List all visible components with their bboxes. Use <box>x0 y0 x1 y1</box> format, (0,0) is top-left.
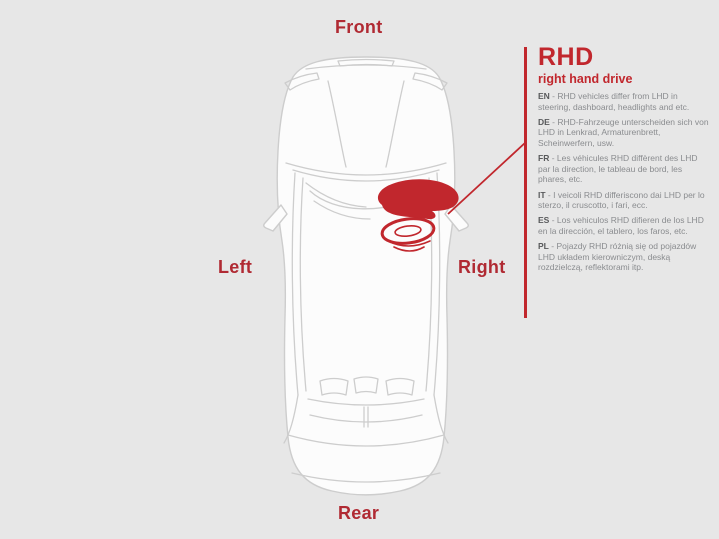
lang-separator: - <box>549 91 558 102</box>
lang-separator: - <box>545 189 554 200</box>
entry-text: RHD vehicles differ from LHD in steering, dashboard, headlights and etc. <box>538 91 690 112</box>
car-top-view-diagram <box>262 55 470 495</box>
lang-entry-it <box>538 190 710 211</box>
entry-text: Les véhicules RHD diffèrent des LHD par la direction, le tableau de bord, les phares, etc. <box>538 153 698 185</box>
panel-title: RHD <box>538 43 594 71</box>
front-label: Front <box>335 17 383 37</box>
lang-entry-es <box>538 215 710 236</box>
rhd-info-panel <box>538 44 710 272</box>
lang-separator: - <box>549 153 557 164</box>
right-label: Right <box>458 257 506 277</box>
panel-subtitle: right hand drive <box>538 72 633 87</box>
lang-entry-fr <box>538 153 710 184</box>
entry-text: Los vehiculos RHD difieren de los LHD en la dirección, el tablero, los faros, etc. <box>538 215 704 236</box>
entry-text: Pojazdy RHD różnią się od pojazdów LHD układem kierowniczym, deską rozdzielczą, reflektorami itp. <box>538 241 697 272</box>
lang-entry-pl <box>538 241 710 272</box>
entry-text: RHD-Fahrzeuge unterscheiden sich von LHD in Lenkrad, Armaturenbrett, Scheinwerfern, usw. <box>538 117 709 148</box>
rear-label: Rear <box>338 503 380 523</box>
lang-separator: - <box>549 215 557 226</box>
lang-label: IT <box>538 189 546 200</box>
lang-separator: - <box>548 241 557 252</box>
left-label: Left <box>218 257 253 277</box>
lang-label: PL <box>538 241 549 252</box>
lang-separator: - <box>549 117 558 128</box>
panel-accent-bar <box>524 47 527 318</box>
entry-text: I veicoli RHD differiscono dai LHD per lo sterzo, il cruscotto, i fari, ecc. <box>538 189 705 210</box>
car-body-outline <box>277 57 455 495</box>
lang-label: FR <box>538 153 550 164</box>
lang-label: EN <box>538 91 550 102</box>
lang-entry-de <box>538 117 710 148</box>
lang-label: DE <box>538 117 550 128</box>
lang-entry-en <box>538 91 710 112</box>
lang-label: ES <box>538 215 550 226</box>
